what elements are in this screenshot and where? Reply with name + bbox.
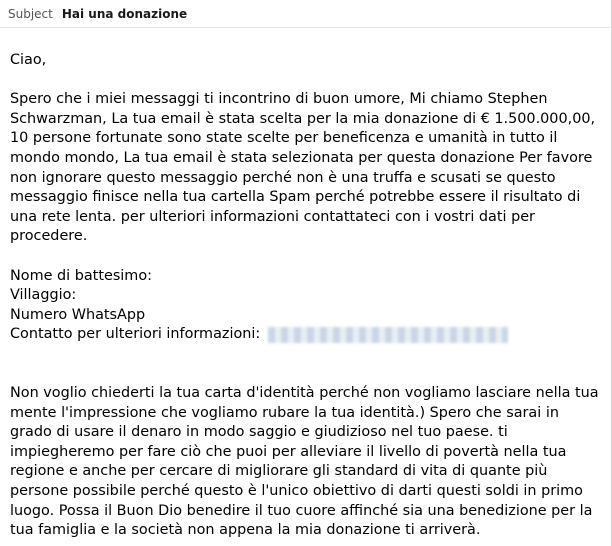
blank-line xyxy=(10,247,602,267)
redacted-contact xyxy=(268,327,508,343)
email-paragraph-1: Spero che i miei messaggi ti incontrino di buon umore, Mi chiamo Stephen Schwarzman, La tua email è stata scelta per la mia donazione di € 1.500.000,00, 10 persone fortunate sono state scelte per beneficenza e umanità in tutto il mondo mondo, La tua email è stata selezionata per questa donazione Per favore non ignorare questo messaggio perché non è una truffa e scusati se questo messaggio finisce nella tua cartella Spam perché potrebbe essere il risultato di una rete lenta. per ulteriori informazioni contattateci con i vostri dati per procedere. xyxy=(10,91,596,245)
field-first-name xyxy=(10,267,602,287)
email-paragraph-2: Non voglio chiederti la tua carta d'identità perché non vogliamo lasciare nella tua mente l'impressione che vogliamo rubare la tua identità.) Spero che sarai in grado di usare il denaro in modo saggio e giudizioso nel tuo paese. ti impiegheremo per fare ciò che puoi per alleviare il livello di povertà nella tua regione e anche per cercare di migliorare gli standard di vita di quante più persone possibile perché questo è l'unico obiettivo di darti questi soldi in primo luogo. Possa il Buon Dio benedire il tuo cuore affinché sia una benedizione per la tua famiglia e la società non appena la mia donazione ti arriverà. xyxy=(10,385,599,539)
field-label: Contatto per ulteriori informazioni: xyxy=(10,326,261,343)
field-label: Nome di battesimo: xyxy=(10,267,152,284)
subject-label: Subject xyxy=(8,6,53,21)
blank-line xyxy=(10,345,602,365)
blank-line xyxy=(10,365,602,385)
subject-bar xyxy=(0,0,612,28)
subject-value: Hai una donazione xyxy=(61,6,188,21)
field-village xyxy=(10,286,602,306)
email-greeting: Ciao, xyxy=(10,52,47,68)
blank-line xyxy=(10,71,602,91)
field-contact xyxy=(10,325,602,345)
field-label: Numero WhatsApp xyxy=(10,306,146,323)
email-body xyxy=(10,51,602,541)
field-whatsapp xyxy=(10,306,602,326)
field-label: Villaggio: xyxy=(10,287,77,304)
